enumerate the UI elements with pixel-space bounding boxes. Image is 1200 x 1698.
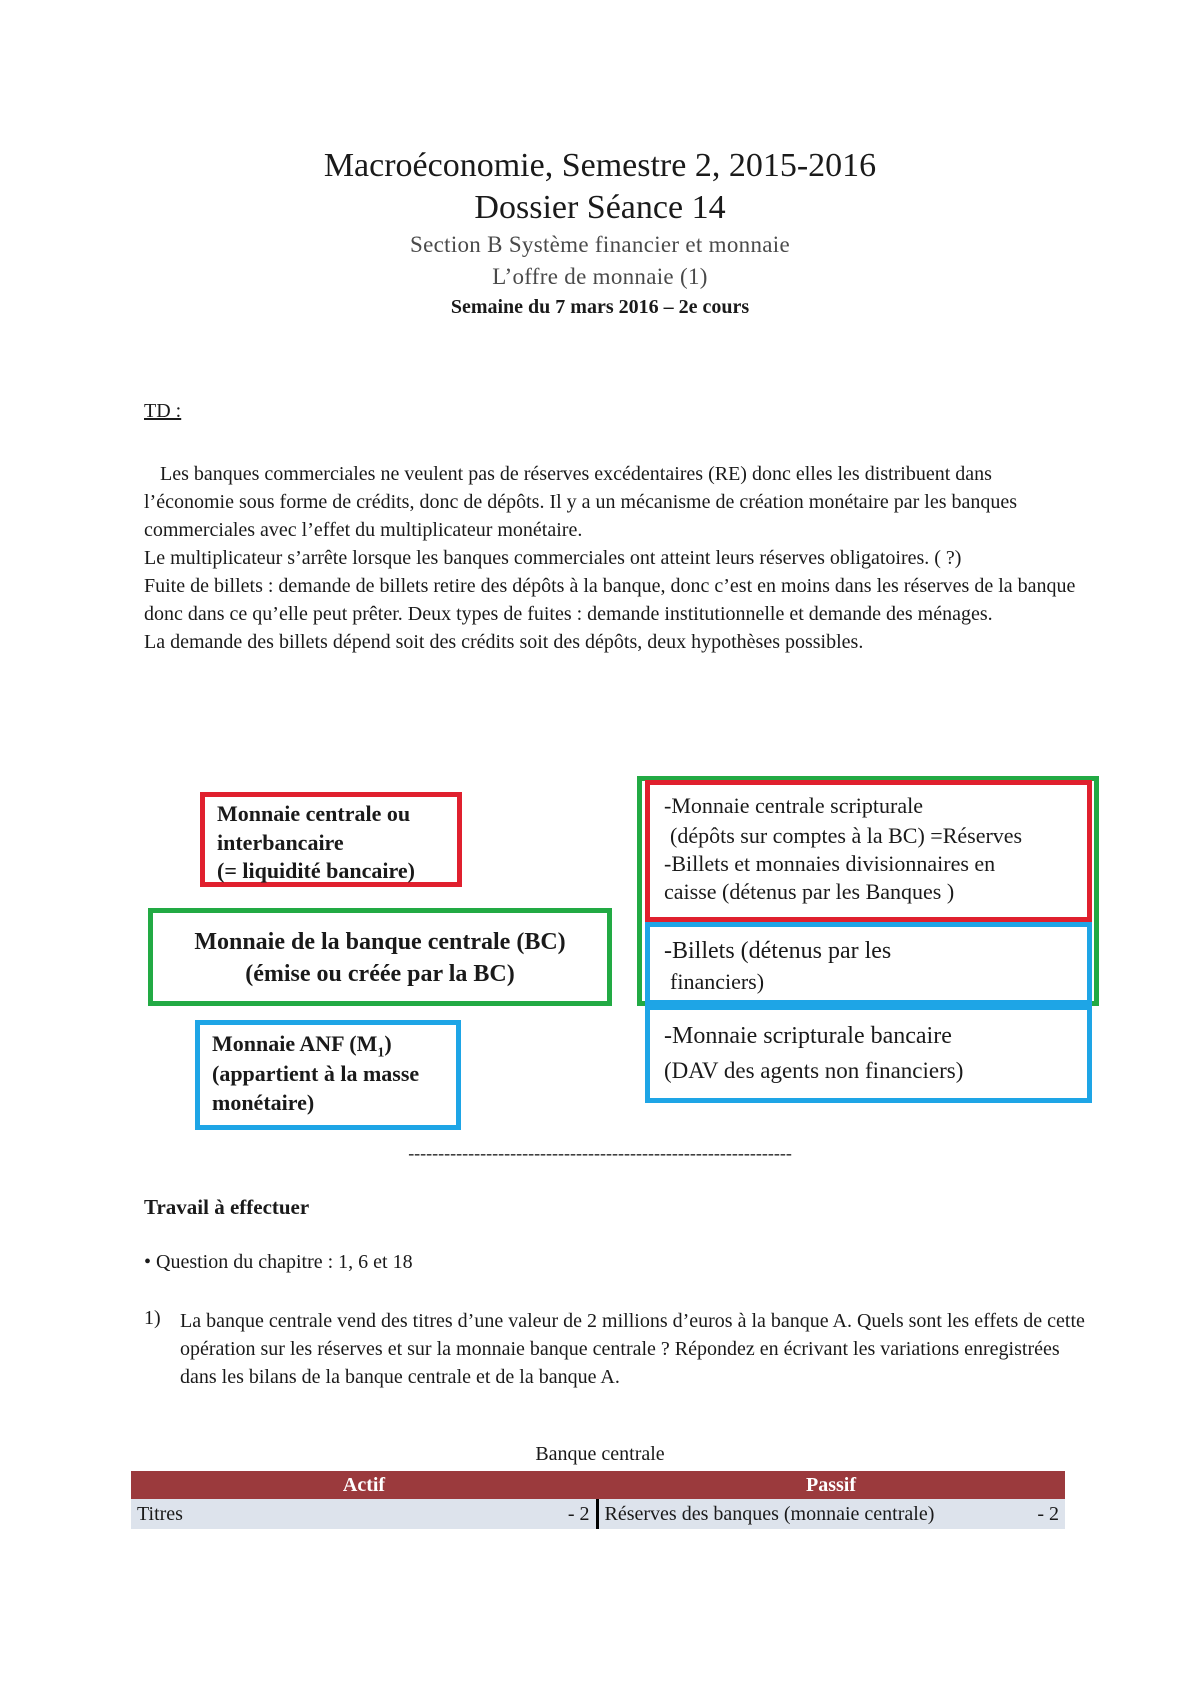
td-paragraph: Le multiplicateur s’arrête lorsque les banques commerciales ont atteint leurs réserves obligatoires. ( ?) xyxy=(144,547,962,569)
reserves-box xyxy=(645,780,1092,922)
document-subtitle: Dossier Séance 14 xyxy=(474,189,726,226)
box-line: financiers) xyxy=(670,969,765,994)
box-line: monétaire) xyxy=(212,1090,315,1115)
balance-header-actif: Actif xyxy=(131,1471,597,1499)
balance-actif-cell xyxy=(131,1499,597,1529)
box-line: -Billets et monnaies divisionnaires en xyxy=(664,851,996,876)
section-label: Section B Système financier et monnaie xyxy=(410,232,790,257)
balance-header-row xyxy=(131,1471,1065,1499)
anf-money-box xyxy=(195,1020,461,1130)
topic-label: L’offre de monnaie (1) xyxy=(492,264,708,289)
question-text: La banque centrale vend des titres d’une valeur de 2 millions d’euros à la banque A. Quels sont les effets de cette opération sur les réserves et sur la monnaie banque centrale ? Répondez en écrivant les variations enregistrées dans les bilans de la banque centrale et de la banque A. xyxy=(180,1310,1085,1388)
central-bank-money-box xyxy=(148,908,612,1006)
central-interbank-box xyxy=(200,792,462,887)
question-number: 1) xyxy=(144,1307,161,1329)
actif-value: - 2 xyxy=(567,1502,590,1525)
box-line: (appartient à la masse xyxy=(212,1061,420,1086)
box-line: Monnaie de la banque centrale (BC) xyxy=(194,929,566,955)
balance-table xyxy=(131,1471,1065,1529)
work-bullet: • Question du chapitre : 1, 6 et 18 xyxy=(144,1251,413,1273)
actif-label: Titres xyxy=(137,1502,183,1525)
td-body xyxy=(144,460,1084,656)
box-line: caisse (détenus par les Banques ) xyxy=(664,879,955,904)
box-line: (dépôts sur comptes à la BC) =Réserves xyxy=(670,823,1023,848)
passif-label: Réserves des banques (monnaie centrale) xyxy=(604,1502,935,1525)
box-line: interbancaire xyxy=(217,830,344,855)
week-label: Semaine du 7 mars 2016 – 2e cours xyxy=(450,296,750,318)
scripturale-box xyxy=(645,1005,1092,1103)
balance-header-passif: Passif xyxy=(597,1471,1065,1499)
td-paragraph: La demande des billets dépend soit des crédits soit des dépôts, deux hypothèses possibles. xyxy=(144,631,864,653)
box-line: Monnaie centrale ou xyxy=(217,801,411,826)
box-line: -Monnaie centrale scripturale xyxy=(664,793,923,818)
td-paragraph: Fuite de billets : demande de billets retire des dépôts à la banque, donc c’est en moins dans les réserves de la banque donc dans ce qu’elle peut prêter. Deux types de fuites : demande institutionnelle et demande des ménages. xyxy=(144,575,1076,625)
table-row xyxy=(131,1499,1065,1529)
box-line: -Monnaie scripturale bancaire xyxy=(664,1023,952,1049)
box-line: -Billets (détenus par les xyxy=(664,938,892,964)
td-paragraph: Les banques commerciales ne veulent pas de réserves excédentaires (RE) donc elles les distribuent dans l’économie sous forme de crédits, donc de dépôts. Il y a un mécanisme de création monétaire par les banques commerciales avec l’effet du multiplicateur monétaire. xyxy=(144,463,1018,541)
box-line: Monnaie ANF $(M_1)$ xyxy=(212,1031,392,1061)
box-line: (DAV des agents non financiers) xyxy=(664,1058,964,1083)
separator-line: ---------------------------------------------------------------- xyxy=(408,1143,792,1163)
td-label: TD : xyxy=(144,400,182,422)
billets-box xyxy=(645,922,1092,1005)
balance-passif-cell xyxy=(597,1499,1065,1529)
box-line: (émise ou créée par la BC) xyxy=(245,961,515,987)
work-heading: Travail à effectuer xyxy=(144,1195,310,1219)
balance-title: Banque centrale xyxy=(535,1443,665,1465)
document-title: Macroéconomie, Semestre 2, 2015-2016 xyxy=(323,147,877,184)
passif-value: - 2 xyxy=(1037,1502,1059,1525)
box-line: (= liquidité bancaire) xyxy=(217,858,415,883)
